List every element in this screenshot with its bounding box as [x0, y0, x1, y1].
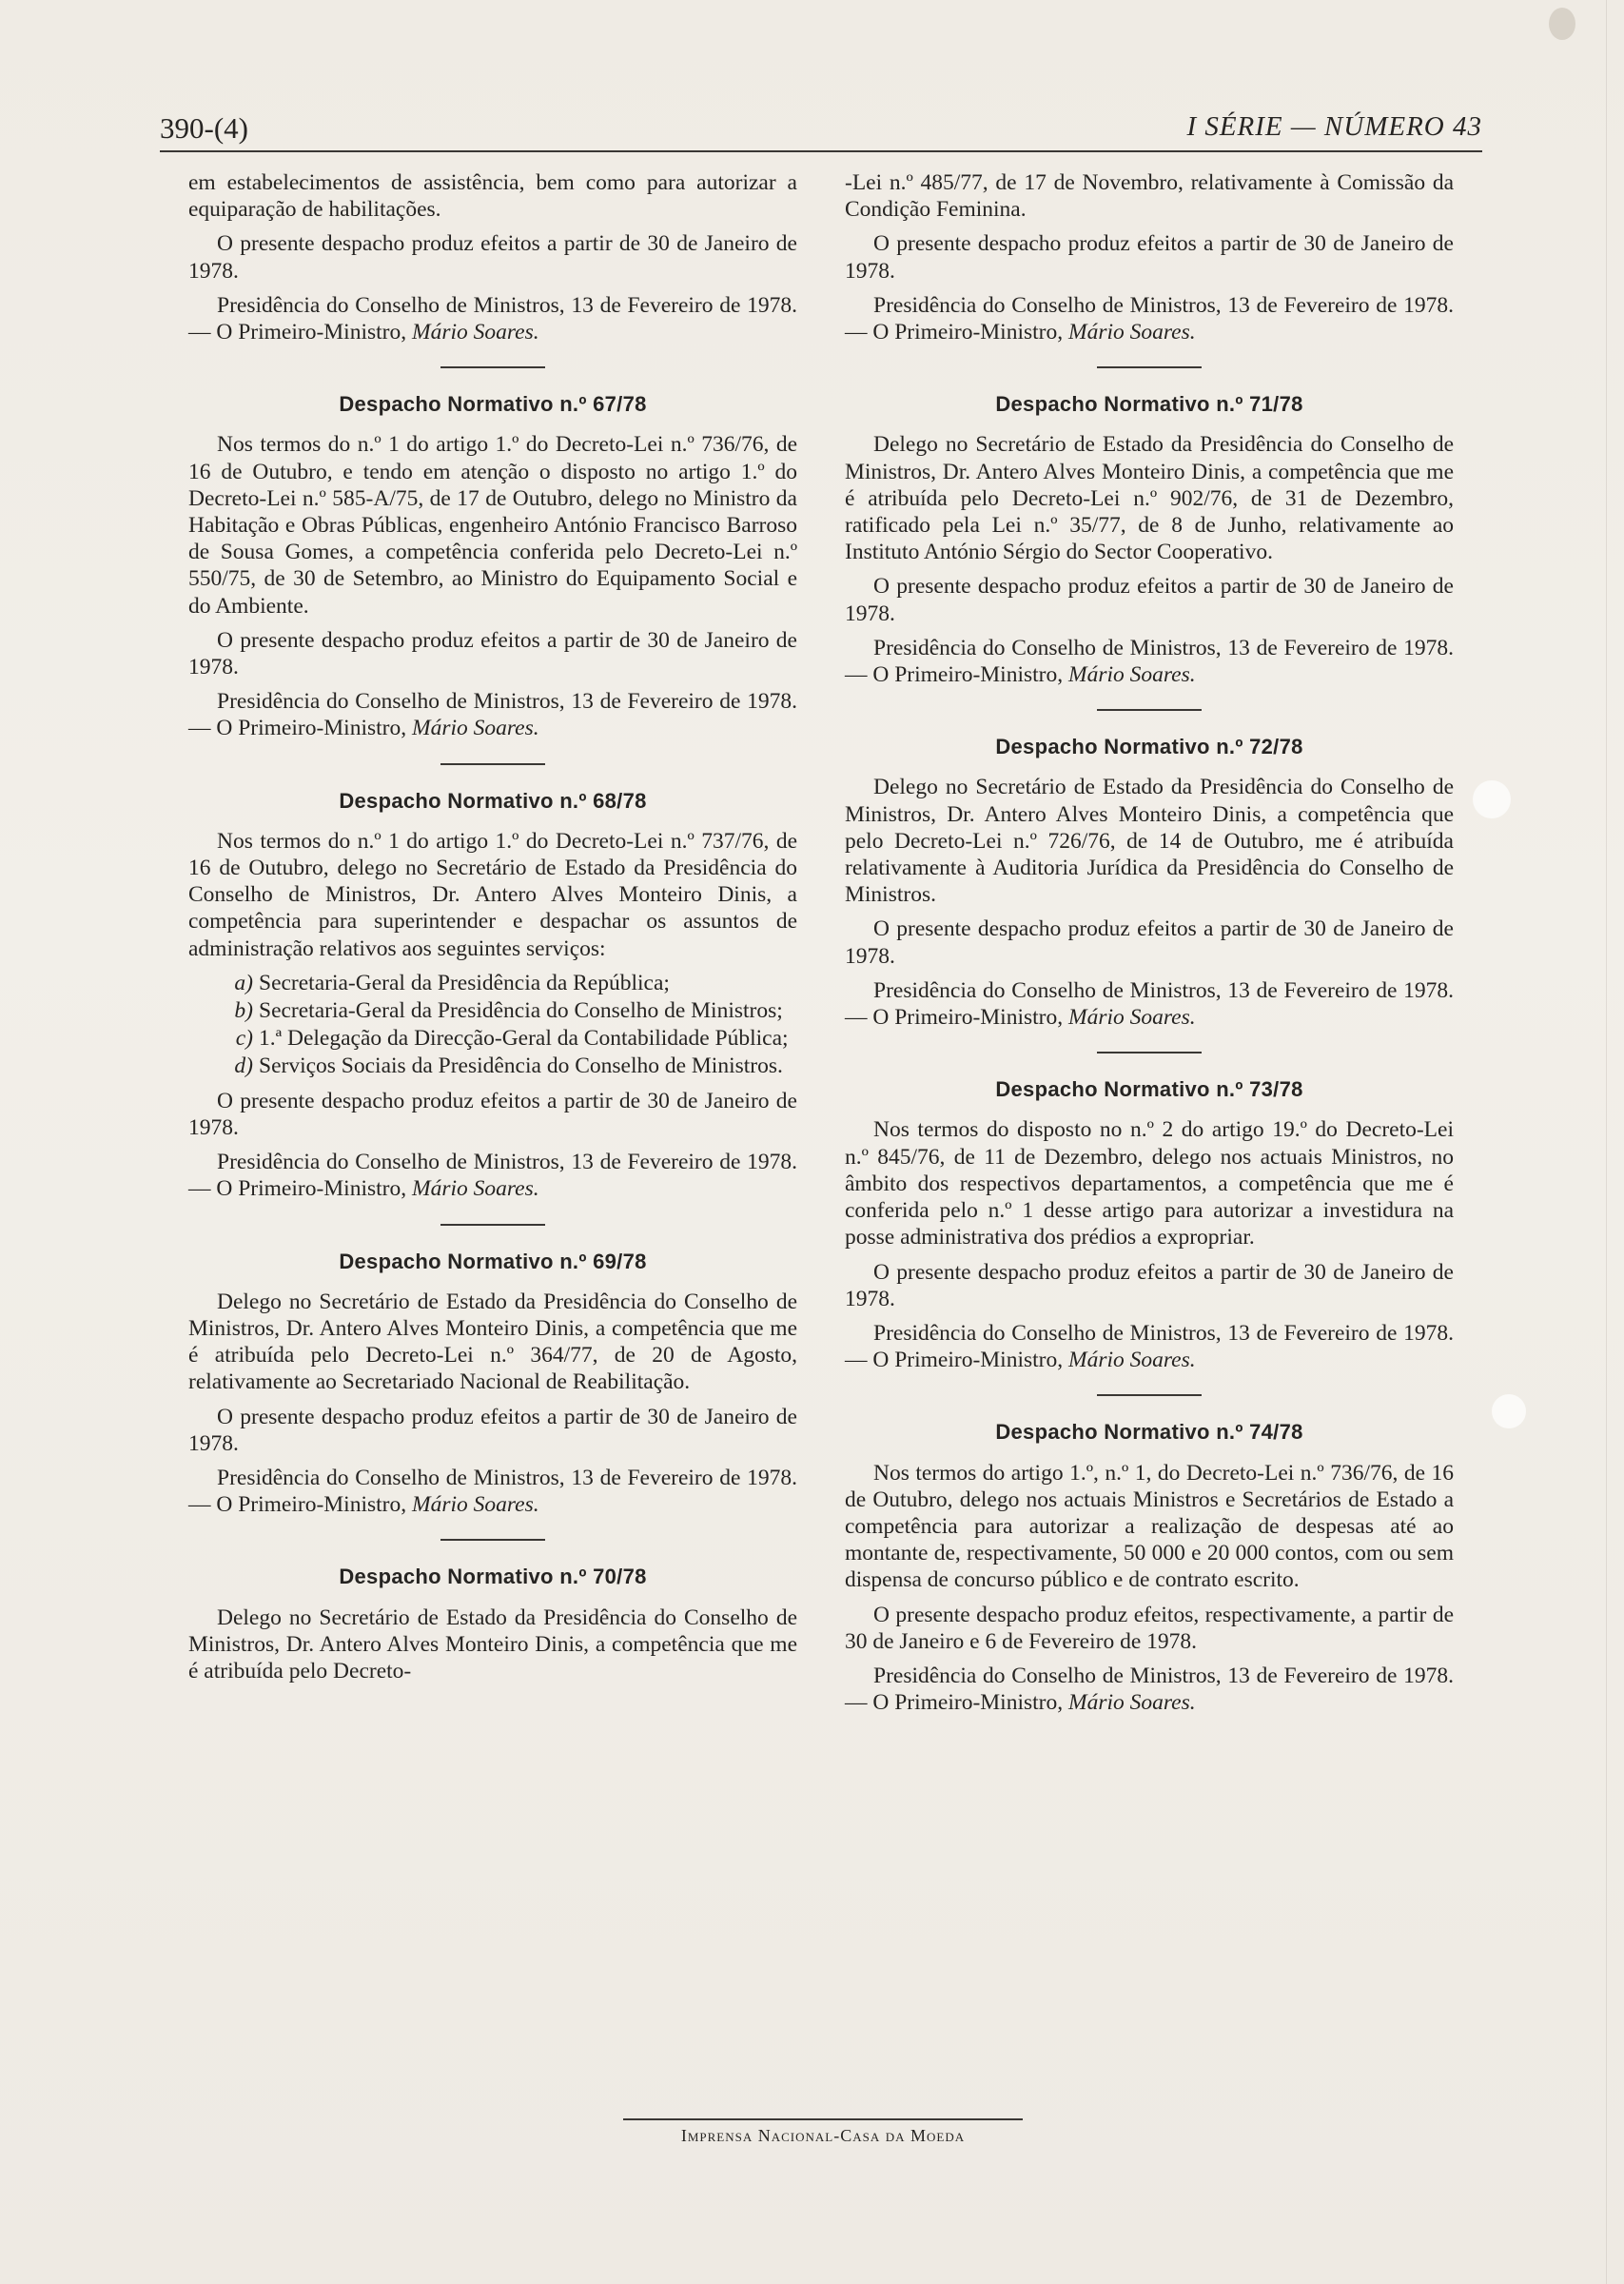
- signature-name: Mário Soares.: [412, 320, 539, 345]
- despacho-69-title: Despacho Normativo n.º 69/78: [339, 1249, 647, 1273]
- despacho-73-title: Despacho Normativo n.º 73/78: [995, 1077, 1303, 1102]
- despacho-68-effect: O presente despacho produz efeitos a partir de 30 de Janeiro de 1978.: [188, 1088, 797, 1140]
- signature-name: Mário Soares.: [1068, 320, 1196, 345]
- despacho-71-signature: Presidência do Conselho de Ministros, 13 de Fevereiro de 1978. — O Primeiro-Ministro, Mário Soares.: [845, 635, 1454, 688]
- effect-paragraph: O presente despacho produz efeitos a partir de 30 de Janeiro de 1978.: [845, 231, 1454, 284]
- section-separator: [1097, 366, 1202, 368]
- despacho-71-body: Delego no Secretário de Estado da Presidência do Conselho de Ministros, Dr. Antero Alves Monteiro Dinis, a competência que me é atribuída pelo Decreto-Lei n.º 902/76, de 31 de Dezembro, ratificado pela Lei n.º 35/77, de 8 de Junho, relativamente ao Instituto António Sérgio do Sector Cooperativo.: [845, 432, 1454, 565]
- signature-name: Mário Soares.: [1068, 662, 1196, 688]
- signature-name: Mário Soares.: [1068, 1005, 1196, 1031]
- left-column: [188, 169, 797, 1692]
- effect-paragraph: O presente despacho produz efeitos a partir de 30 de Janeiro de 1978.: [188, 231, 797, 284]
- section-separator: [440, 763, 545, 765]
- despacho-73-effect: O presente despacho produz efeitos a partir de 30 de Janeiro de 1978.: [845, 1259, 1454, 1311]
- punch-hole: [1473, 780, 1511, 818]
- signature-paragraph: Presidência do Conselho de Ministros, 13 de Fevereiro de 1978. — O Primeiro-Ministro, Mário Soares.: [188, 292, 797, 345]
- page-header: [160, 111, 1482, 149]
- series-number: I SÉRIE — NÚMERO 43: [1186, 111, 1482, 142]
- despacho-69-effect: O presente despacho produz efeitos a partir de 30 de Janeiro de 1978.: [188, 1404, 797, 1456]
- despacho-71-effect: O presente despacho produz efeitos a partir de 30 de Janeiro de 1978.: [845, 574, 1454, 626]
- right-column: [845, 169, 1454, 1723]
- despacho-72-signature: Presidência do Conselho de Ministros, 13 de Fevereiro de 1978. — O Primeiro-Ministro, Mário Soares.: [845, 977, 1454, 1031]
- corner-damage: [1549, 8, 1575, 40]
- despacho-69-body: Delego no Secretário de Estado da Presidência do Conselho de Ministros, Dr. Antero Alves Monteiro Dinis, a competência que me é atribuída pelo Decreto-Lei n.º 364/77, de 20 de Agosto, relativamente ao Secretariado Nacional de Reabilitação.: [188, 1289, 797, 1395]
- page-edge-shadow: [1606, 0, 1607, 2284]
- printer-imprint: Imprensa Nacional-Casa da Moeda: [680, 2126, 966, 2145]
- punch-hole: [1492, 1394, 1526, 1428]
- despacho-67-signature: Presidência do Conselho de Ministros, 13 de Fevereiro de 1978. — O Primeiro-Ministro, Mário Soares.: [188, 689, 797, 741]
- despacho-74-effect: O presente despacho produz efeitos, respectivamente, a partir de 30 de Janeiro e 6 de Fevereiro de 1978.: [845, 1602, 1454, 1654]
- list-item: a) Secretaria-Geral da Presidência da República;: [234, 970, 670, 995]
- despacho-74-signature: Presidência do Conselho de Ministros, 13 de Fevereiro de 1978. — O Primeiro-Ministro, Mário Soares.: [845, 1663, 1454, 1716]
- header-rule: [160, 150, 1482, 152]
- despacho-67-effect: O presente despacho produz efeitos a partir de 30 de Janeiro de 1978.: [188, 627, 797, 680]
- section-separator: [440, 1539, 545, 1541]
- continued-paragraph: -Lei n.º 485/77, de 17 de Novembro, relativamente à Comissão da Condição Feminina.: [845, 170, 1454, 223]
- despacho-68-body: Nos termos do n.º 1 do artigo 1.º do Decreto-Lei n.º 737/76, de 16 de Outubro, delego no Secretário de Estado da Presidência do Conselho de Ministros, Dr. Antero Alves Monteiro Dinis, a competência para superintender e despachar os assuntos de administração relativos aos seguintes serviços:: [188, 828, 797, 961]
- section-separator: [440, 1224, 545, 1226]
- list-item: d) Serviços Sociais da Presidência do Conselho de Ministros.: [234, 1053, 783, 1079]
- page-number: 390-(4): [160, 111, 248, 145]
- signature-name: Mário Soares.: [1068, 1690, 1196, 1716]
- section-separator: [440, 366, 545, 368]
- signature-paragraph: Presidência do Conselho de Ministros, 13 de Fevereiro de 1978. — O Primeiro-Ministro, Mário Soares.: [845, 292, 1454, 345]
- despacho-71-title: Despacho Normativo n.º 71/78: [995, 392, 1303, 417]
- despacho-68-services-list: [188, 970, 797, 1080]
- continued-paragraph: em estabelecimentos de assistência, bem como para autorizar a equiparação de habilitações.: [188, 170, 797, 223]
- despacho-67-body: Nos termos do n.º 1 do artigo 1.º do Decreto-Lei n.º 736/76, de 16 de Outubro, e tendo em atenção o disposto no artigo 1.º do Decreto-Lei n.º 585-A/75, de 17 de Outubro, delego no Ministro da Habitação e Obras Públicas, engenheiro António Francisco Barroso de Sousa Gomes, a competência conferida pelo Decreto-Lei n.º 550/75, de 30 de Setembro, ao Ministro do Equipamento Social e do Ambiente.: [188, 432, 797, 619]
- despacho-73-body: Nos termos do disposto no n.º 2 do artigo 19.º do Decreto-Lei n.º 845/76, de 11 de Dezembro, delego nos actuais Ministros, no âmbito dos respectivos departamentos, a competência que me é conferida pelo n.º 1 desse artigo para autorizar a investidura na posse administrativa dos prédios a expropriar.: [845, 1117, 1454, 1250]
- section-separator: [1097, 1394, 1202, 1396]
- despacho-69-signature: Presidência do Conselho de Ministros, 13 de Fevereiro de 1978. — O Primeiro-Ministro, Mário Soares.: [188, 1465, 797, 1518]
- signature-name: Mário Soares.: [412, 1492, 539, 1518]
- despacho-70-body: Delego no Secretário de Estado da Presidência do Conselho de Ministros, Dr. Antero Alves Monteiro Dinis, a competência que me é atribuída pelo Decreto-: [188, 1605, 797, 1683]
- despacho-74-body: Nos termos do artigo 1.º, n.º 1, do Decreto-Lei n.º 736/76, de 16 de Outubro, delego nos actuais Ministros e Secretários de Estado a competência para autorizar a realização de despesas até ao montante de, respectivamente, 50 000 e 20 000 contos, com ou sem dispensa de concurso público e de contrato escrito.: [845, 1460, 1454, 1593]
- despacho-72-effect: O presente despacho produz efeitos a partir de 30 de Janeiro de 1978.: [845, 916, 1454, 969]
- despacho-68-title: Despacho Normativo n.º 68/78: [339, 788, 647, 813]
- section-separator: [1097, 709, 1202, 711]
- signature-name: Mário Soares.: [412, 716, 539, 741]
- despacho-67-title: Despacho Normativo n.º 67/78: [339, 392, 647, 417]
- despacho-72-body: Delego no Secretário de Estado da Presidência do Conselho de Ministros, Dr. Antero Alves Monteiro Dinis, a competência que pelo Decreto-Lei n.º 726/76, de 14 de Outubro, me é atribuída relativamente à Auditoria Jurídica da Presidência do Conselho de Ministros.: [845, 775, 1454, 908]
- despacho-72-title: Despacho Normativo n.º 72/78: [995, 735, 1303, 759]
- despacho-70-title: Despacho Normativo n.º 70/78: [339, 1565, 647, 1589]
- signature-name: Mário Soares.: [412, 1176, 539, 1202]
- despacho-73-signature: Presidência do Conselho de Ministros, 13 de Fevereiro de 1978. — O Primeiro-Ministro, Mário Soares.: [845, 1320, 1454, 1373]
- section-separator: [1097, 1052, 1202, 1053]
- footer-rule: [623, 2118, 1023, 2120]
- signature-name: Mário Soares.: [1068, 1348, 1196, 1373]
- despacho-68-signature: Presidência do Conselho de Ministros, 13 de Fevereiro de 1978. — O Primeiro-Ministro, Mário Soares.: [188, 1150, 797, 1202]
- despacho-74-title: Despacho Normativo n.º 74/78: [995, 1420, 1303, 1445]
- list-item: b) Secretaria-Geral da Presidência do Conselho de Ministros;: [234, 998, 783, 1024]
- list-item: c) 1.ª Delegação da Direcção-Geral da Contabilidade Pública;: [235, 1026, 789, 1052]
